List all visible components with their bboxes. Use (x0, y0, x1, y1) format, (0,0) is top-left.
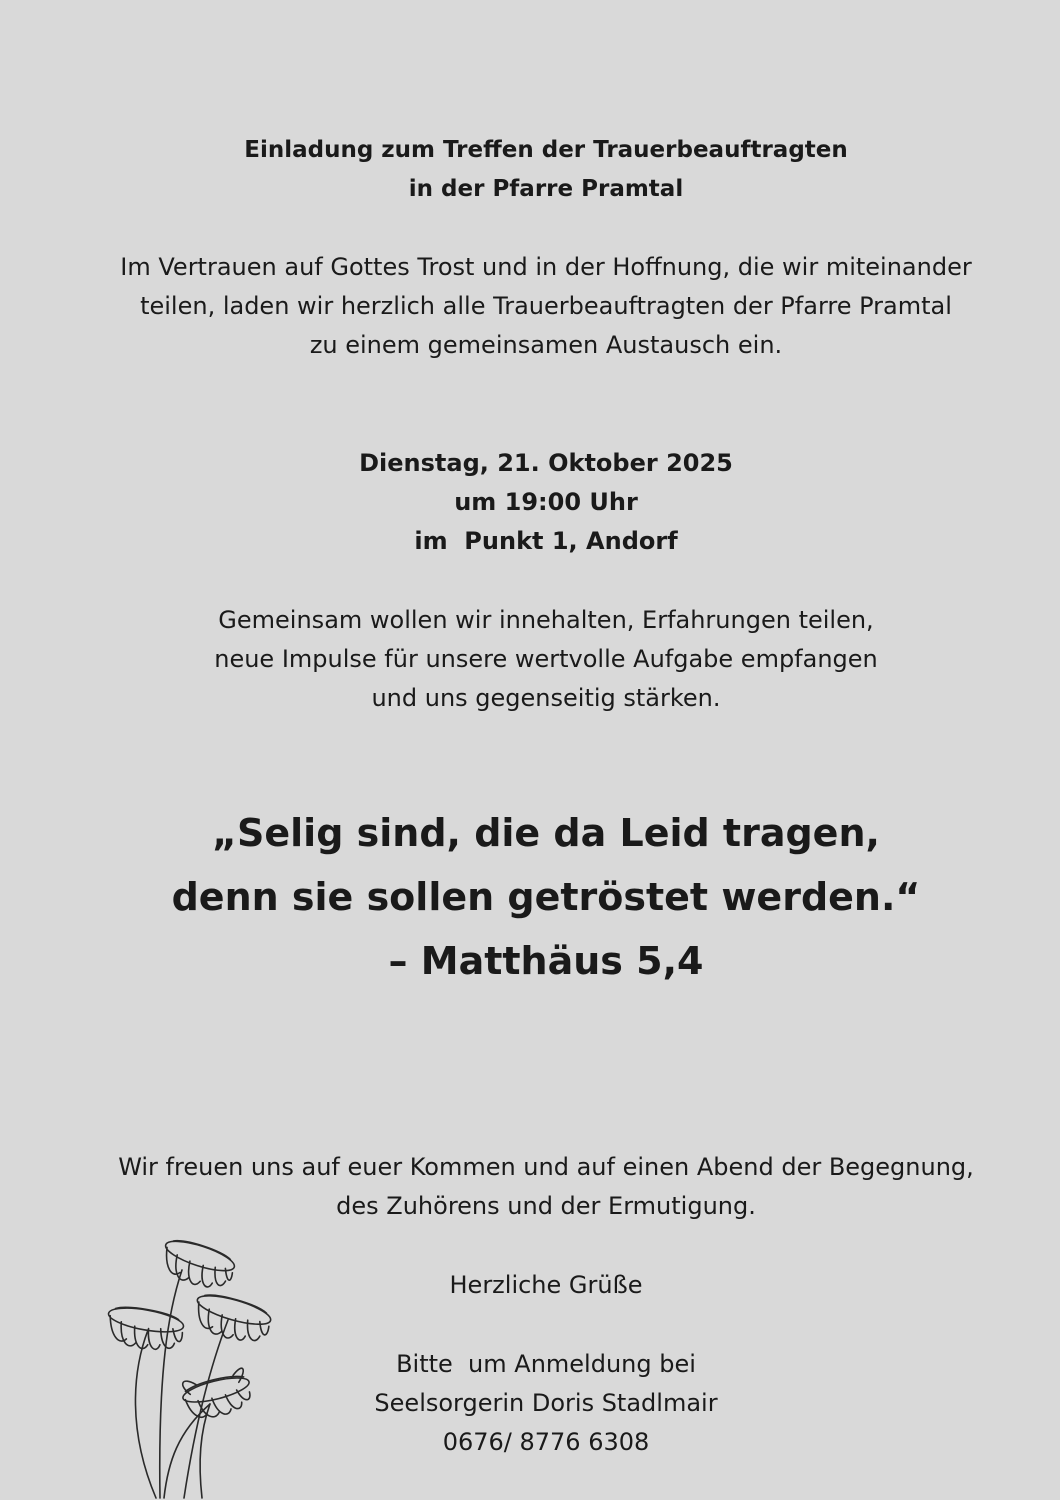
purpose-line-1: Gemeinsam wollen wir innehalten, Erfahrungen teilen, (218, 606, 874, 634)
closing-line-2: des Zuhörens und der Ermutigung. (336, 1192, 756, 1220)
contact-line-2: Seelsorgerin Doris Stadlmair (374, 1389, 718, 1417)
closing-line-1: Wir freuen uns auf euer Kommen und auf einen Abend der Begegnung, (118, 1153, 974, 1181)
purpose-line-3: und uns gegenseitig stärken. (371, 684, 721, 712)
quote-line-1: „Selig sind, die da Leid tragen, (212, 811, 880, 855)
quote-line-2: denn sie sollen getröstet werden.“ (171, 875, 921, 919)
intro-line-2: teilen, laden wir herzlich alle Trauerbeauftragten der Pfarre Pramtal (140, 292, 952, 320)
title-line-1: Einladung zum Treffen der Trauerbeauftragten (244, 137, 848, 163)
event-details (0, 444, 1060, 561)
closing-paragraph (0, 1148, 1060, 1226)
event-date: Dienstag, 21. Oktober 2025 (359, 449, 733, 477)
bible-quote (0, 801, 1060, 993)
purpose-paragraph (0, 601, 1060, 718)
intro-line-3: zu einem gemeinsamen Austausch ein. (309, 331, 783, 359)
purpose-line-2: neue Impulse für unsere wertvolle Aufgabe empfangen (214, 645, 878, 673)
contact-phone: 0676/ 8776 6308 (442, 1428, 650, 1456)
contact-line-1: Bitte um Anmeldung bei (396, 1350, 696, 1378)
event-time: um 19:00 Uhr (454, 488, 638, 516)
title-line-2: in der Pfarre Pramtal (408, 176, 684, 202)
invitation-title (0, 131, 1060, 209)
daisy-bouquet-icon (98, 1222, 288, 1500)
event-place: im Punkt 1, Andorf (414, 527, 678, 555)
greeting-text: Herzliche Grüße (449, 1271, 643, 1299)
quote-source: – Matthäus 5,4 (388, 939, 704, 983)
intro-paragraph (0, 248, 1060, 365)
intro-line-1: Im Vertrauen auf Gottes Trost und in der Hoffnung, die wir miteinander (120, 253, 972, 281)
